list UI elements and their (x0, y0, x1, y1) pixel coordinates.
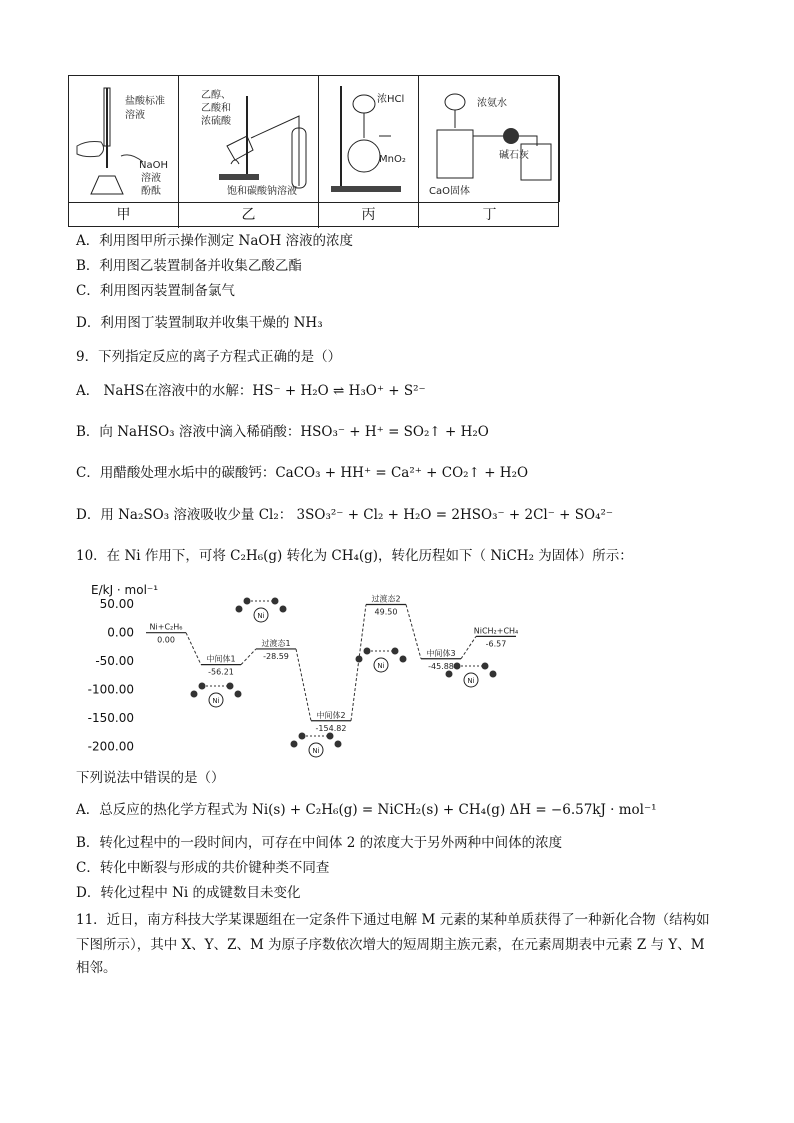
q11-line-3: 相邻。 (76, 960, 117, 976)
q10-stem: 10．在 Ni 作用下，可将 C₂H₆(g) 转化为 CH₄(g)，转化历程如下（ NiCH₂ 为固体）所示： (76, 548, 633, 564)
y-tick-label: -200.00 (87, 739, 134, 754)
apparatus-ding (419, 76, 560, 202)
q9-option-c: C．用醋酸处理水垢中的碳酸钙：CaCO₃ + HH⁺ = Ca²⁺ + CO₂↑ + H₂O (76, 465, 529, 481)
connector (406, 605, 421, 659)
level-name: Ni+C₂H₆ (149, 622, 183, 632)
q10-option-c: C．转化中断裂与形成的共价键种类不同查 (76, 860, 330, 876)
molecule-atom (235, 691, 242, 698)
y-tick-label: 0.00 (107, 625, 134, 640)
connector (351, 605, 366, 721)
q9-stem: 9．下列指定反应的离子方程式正确的是（） (76, 349, 342, 365)
molecule-atom (335, 741, 342, 748)
svg-text:溶液: 溶液 (141, 173, 161, 184)
q10-option-d: D．转化过程中 Ni 的成键数目未变化 (76, 885, 301, 901)
level-value: -154.82 (315, 723, 347, 733)
titration-figure (69, 76, 179, 202)
level-name: 中间体2 (316, 710, 346, 720)
ammonia-figure (419, 76, 560, 202)
svg-text:NaOH: NaOH (139, 160, 168, 171)
molecule-atom (191, 691, 198, 698)
molecule-atom-label: Ni (257, 612, 265, 620)
apparatus-bing (319, 76, 419, 202)
apparatus-table (68, 75, 559, 227)
ester-figure (179, 76, 319, 202)
energy-profile-chart (76, 580, 526, 760)
level-value: 49.50 (374, 607, 398, 617)
molecule-atom (291, 741, 298, 748)
q11-line-2: 下图所示），其中 X、Y、Z、M 为原子序数依次增大的短周期主族元素，在元素周期表中元素 Z 与 Y、M (76, 937, 705, 953)
q9-option-b: B．向 NaHSO₃ 溶液中滴入稀硝酸：HSO₃⁻ + H⁺ = SO₂↑ + H₂O (76, 424, 489, 440)
q8-option-a: A．利用图甲所示操作测定 NaOH 溶液的浓度 (76, 233, 354, 249)
q9-option-a: A． NaHS在溶液中的水解：HS⁻ + H₂O ⇌ H₃O⁺ + S²⁻ (76, 383, 426, 399)
svg-text:浓硫酸: 浓硫酸 (201, 116, 231, 127)
level-value: -56.21 (208, 667, 234, 677)
svg-text:MnO₂: MnO₂ (379, 154, 406, 165)
molecule-atom (280, 606, 287, 613)
y-tick-label: -50.00 (95, 654, 134, 669)
level-name: 过渡态2 (371, 594, 401, 604)
level-name: 中间体3 (426, 648, 456, 658)
svg-text:CaO固体: CaO固体 (429, 186, 470, 197)
q9-option-d: D．用 Na₂SO₃ 溶液吸收少量 Cl₂： 3SO₃²⁻ + Cl₂ + H₂O = 2HSO₃⁻ + 2Cl⁻ + SO₄²⁻ (76, 507, 614, 523)
molecule-atom-label: Ni (377, 662, 385, 670)
q10-ask: 下列说法中错误的是（） (76, 770, 225, 786)
svg-text:浓HCl: 浓HCl (377, 94, 405, 105)
chlorine-figure (319, 76, 419, 202)
apparatus-label-row (69, 202, 558, 228)
y-tick-label: -100.00 (87, 682, 134, 697)
label-ding: 丁 (482, 207, 497, 223)
q11-line-1: 11．近日，南方科技大学某课题组在一定条件下通过电解 M 元素的某种单质获得了一种新化合物（结构如 (76, 912, 710, 928)
level-value: -28.59 (263, 651, 289, 661)
q8-option-b: B．利用图乙装置制备并收集乙酸乙酯 (76, 258, 302, 274)
label-yi: 乙 (179, 203, 319, 228)
q10-option-a: A．总反应的热化学方程式为 Ni(s) + C₂H₆(g) = NiCH₂(s) + CH₄(g) ΔH = −6.57kJ · mol⁻¹ (76, 802, 657, 818)
molecule-atom (356, 656, 363, 663)
svg-text:碱石灰: 碱石灰 (499, 150, 529, 161)
level-name: 中间体1 (206, 654, 236, 664)
level-value: -45.88 (428, 661, 454, 671)
level-name: 过渡态1 (261, 638, 291, 648)
svg-text:饱和碳酸钠溶液: 饱和碳酸钠溶液 (227, 186, 297, 197)
level-value: -6.57 (485, 639, 507, 649)
molecule-atom (446, 671, 453, 678)
q8-option-d: D．利用图丁装置制取并收集干燥的 NH₃ (76, 315, 323, 331)
y-tick-label: 50.00 (99, 597, 134, 612)
molecule-atom-label: Ni (312, 747, 320, 755)
q8-option-c: C．利用图丙装置制备氯气 (76, 283, 235, 299)
y-tick-label: -150.00 (87, 711, 134, 726)
molecule-atom (490, 671, 497, 678)
svg-text:浓氨水: 浓氨水 (477, 98, 507, 109)
svg-text:盐酸标准: 盐酸标准 (125, 96, 165, 107)
level-name: NiCH₂+CH₄ (473, 626, 519, 636)
apparatus-jia (69, 76, 179, 202)
label-jia: 甲 (69, 203, 179, 228)
connector (296, 649, 311, 721)
molecule-atom (400, 656, 407, 663)
level-value: 0.00 (157, 635, 175, 645)
q10-option-b: B．转化过程中的一段时间内，可存在中间体 2 的浓度大于另外两种中间体的浓度 (76, 835, 563, 851)
svg-text:酚酞: 酚酞 (141, 186, 161, 197)
svg-text:乙醇、: 乙醇、 (201, 90, 231, 101)
y-axis-label: E/kJ · mol⁻¹ (91, 583, 159, 597)
connector (241, 649, 256, 665)
molecule-atom (236, 606, 243, 613)
label-bing: 丙 (319, 203, 419, 228)
svg-text:乙酸和: 乙酸和 (201, 103, 231, 114)
svg-text:溶液: 溶液 (125, 110, 145, 121)
connector (186, 633, 201, 665)
molecule-atom-label: Ni (212, 697, 220, 705)
connector (461, 636, 476, 658)
apparatus-yi (179, 76, 319, 202)
molecule-atom-label: Ni (467, 677, 475, 685)
